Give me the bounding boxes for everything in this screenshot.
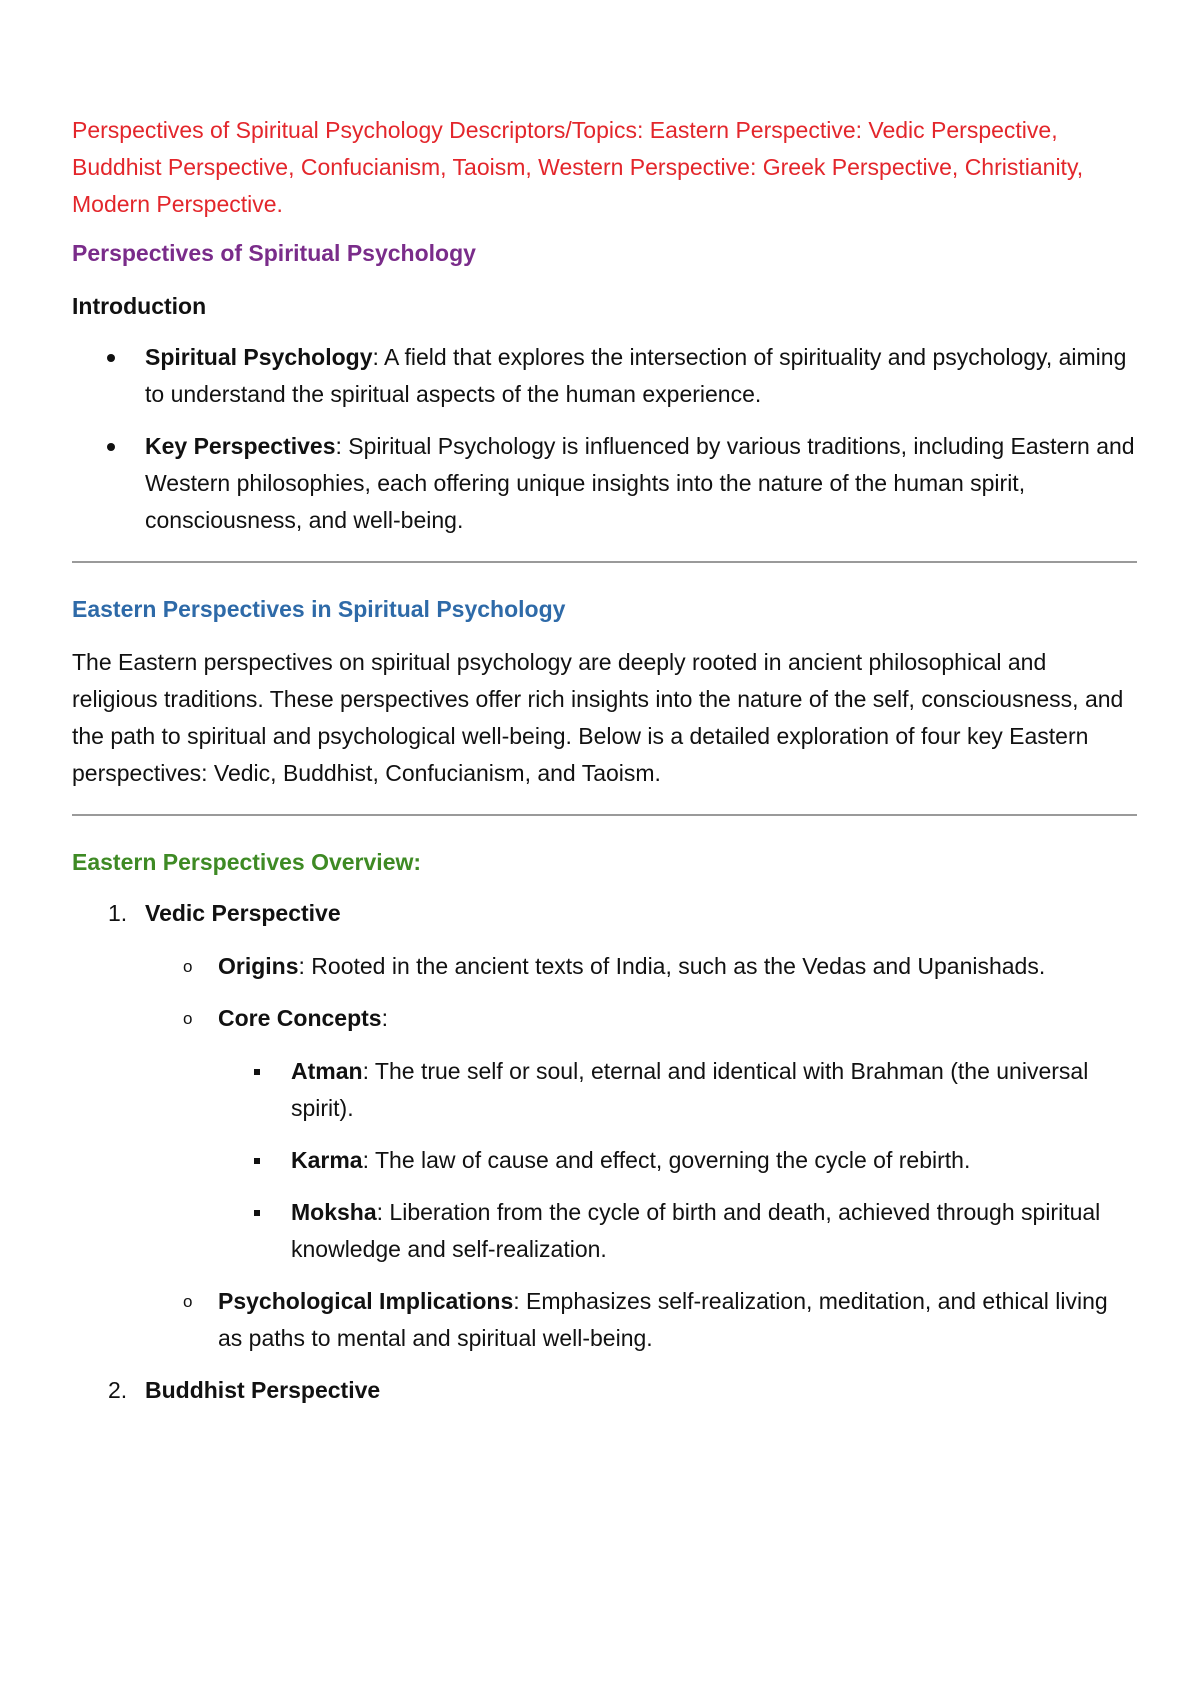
concepts-list: [218, 1053, 1137, 1268]
definition: : Rooted in the ancient texts of India, such as the Vedas and Upanishads.: [298, 953, 1046, 979]
concept-item: [218, 1053, 1137, 1127]
square-bullet-icon: [254, 1210, 260, 1216]
intro-heading: Introduction: [72, 293, 207, 319]
list-number: 2.: [108, 1377, 128, 1403]
definition: : Spiritual Psychology is influenced by various traditions, including Eastern and Western philosophies, each offering unique insights into the nature of the human spirit, consciousness, and well-being.: [145, 433, 1135, 533]
definition: : The law of cause and effect, governing the cycle of rebirth.: [362, 1147, 971, 1173]
topics-line: Perspectives of Spiritual Psychology Descriptors/Topics: Eastern Perspective: Vedic Perspective, Buddhist Perspective, Confucianism, Taoism, Western Perspective: Greek Perspective, Christianity, Modern Perspective.: [72, 117, 1084, 217]
divider: [72, 814, 1137, 816]
square-bullet-icon: [254, 1069, 260, 1075]
sublist-item: [145, 948, 1137, 985]
term: Core Concepts: [218, 1005, 382, 1031]
divider: [72, 561, 1137, 563]
definition: : Emphasizes self-realization, meditation, and ethical living as paths to mental and spiritual well-being.: [218, 1288, 1108, 1351]
term: Spiritual Psychology: [145, 344, 373, 370]
definition: : Liberation from the cycle of birth and death, achieved through spiritual knowledge and self-realization.: [291, 1199, 1101, 1262]
definition: :: [381, 1005, 388, 1031]
item-title: Vedic Perspective: [145, 900, 341, 926]
square-bullet-icon: [254, 1158, 260, 1164]
term: Karma: [291, 1147, 363, 1173]
list-item-buddhist: [72, 1372, 1137, 1409]
definition: : The true self or soul, eternal and identical with Brahman (the universal spirit).: [291, 1058, 1089, 1121]
eastern-paragraph: The Eastern perspectives on spiritual psychology are deeply rooted in ancient philosophical and religious traditions. These perspectives offer rich insights into the nature of the self, consciousness, and the path to spiritual and psychological well-being. Below is a detailed exploration of four key Eastern perspectives: Vedic, Buddhist, Confucianism, and Taoism.: [72, 649, 1124, 786]
term: Key Perspectives: [145, 433, 336, 459]
definition: : A field that explores the intersection of spirituality and psychology, aiming to understand the spiritual aspects of the human experience.: [145, 344, 1127, 407]
perspectives-list: [72, 895, 1137, 1409]
bullet-icon: [107, 443, 115, 451]
circle-bullet-icon: o: [183, 1292, 193, 1311]
overview-heading: Eastern Perspectives Overview:: [72, 849, 422, 875]
item-title: Buddhist Perspective: [145, 1377, 381, 1403]
list-item-vedic: [72, 895, 1137, 1357]
list-number: 1.: [108, 900, 128, 926]
term: Psychological Implications: [218, 1288, 514, 1314]
term: Origins: [218, 953, 299, 979]
concept-item: [218, 1142, 1137, 1179]
sublist-item: [145, 1283, 1137, 1357]
document-title: Perspectives of Spiritual Psychology: [72, 240, 476, 266]
term: Moksha: [291, 1199, 377, 1225]
list-item: [72, 339, 1137, 413]
sublist-item: [145, 1000, 1137, 1268]
document-page: [72, 112, 1137, 1419]
term: Atman: [291, 1058, 363, 1084]
bullet-icon: [107, 354, 115, 362]
eastern-heading: Eastern Perspectives in Spiritual Psychology: [72, 596, 566, 622]
circle-bullet-icon: o: [183, 957, 193, 976]
circle-bullet-icon: o: [183, 1009, 193, 1028]
concept-item: [218, 1194, 1137, 1268]
vedic-sublist: [145, 948, 1137, 1357]
list-item: [72, 428, 1137, 539]
intro-list: [72, 339, 1137, 539]
